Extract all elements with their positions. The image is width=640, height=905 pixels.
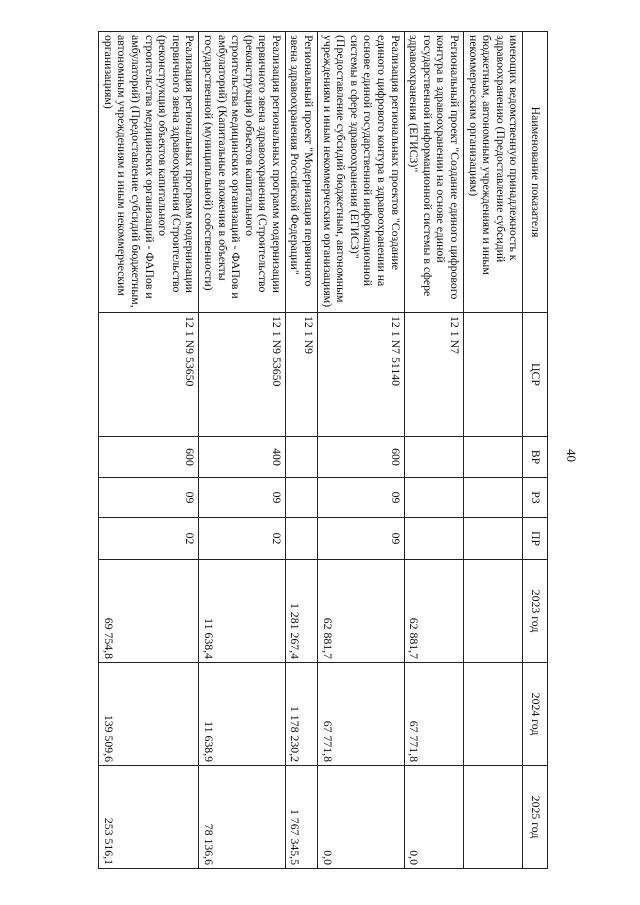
row-name: Региональный проект "Модернизация первичного звена здравоохранения Российской Федерации"	[285, 32, 317, 313]
row-rz: 09	[318, 478, 405, 518]
table-row	[404, 32, 463, 869]
row-csr: 12 1 N7 51140	[318, 313, 405, 437]
row-2023: 62 881,7	[404, 560, 463, 663]
row-2025: 78 136,6	[199, 766, 286, 869]
row-pr	[404, 518, 463, 560]
row-name: имеющих ведомственную принадлежность к здравоохранению (Предоставление субсидий бюджетным, автономным учреждениям и иным некоммерческим организациям)	[464, 32, 523, 313]
row-pr: 09	[318, 518, 405, 560]
row-name: Региональный проект "Создание единого цифрового контура в здравоохранении на основе единой государственной информационной системы в сфере здравоохранения (ЕГИСЗ)"	[404, 32, 463, 313]
row-vr: 600	[318, 437, 405, 478]
budget-table	[98, 31, 548, 869]
table-header-row	[523, 32, 548, 869]
row-pr	[285, 518, 317, 560]
header-2024: 2024 год	[523, 663, 548, 766]
row-pr: 02	[99, 518, 199, 560]
row-2024	[464, 663, 523, 766]
row-rz	[464, 478, 523, 518]
row-csr: 12 1 N9 53650	[99, 313, 199, 437]
row-2025	[464, 766, 523, 869]
row-rz: 09	[99, 478, 199, 518]
table-row	[199, 32, 286, 869]
row-2023: 62 881,7	[318, 560, 405, 663]
header-vr: ВР	[523, 437, 548, 478]
table-row	[99, 32, 199, 869]
row-rz	[285, 478, 317, 518]
budget-table-rotated	[15, 0, 548, 895]
table-row	[318, 32, 405, 869]
row-2025: 1 767 345,5	[285, 766, 317, 869]
row-2025: 0,0	[318, 766, 405, 869]
row-name: Реализация региональных проектов "Создание единого цифрового контура в здравоохранении на основе единой государственной информационной системы в сфере здравоохранения (ЕГИСЗ)" (Предоставление субсидий бюджетным, автономным учреждениям и иным некоммерческим организациям)	[318, 32, 405, 313]
row-pr: 02	[199, 518, 286, 560]
row-2024: 1 178 230,2	[285, 663, 317, 766]
row-2024: 139 509,6	[99, 663, 199, 766]
row-name: Реализация региональных программ модернизации первичного звена здравоохранения (Строительство (реконструкция) объектов капитального строительства медицинских организаций - ФАПов и амбулаторий) (Капитальные вложения в объекты государственной (муниципальной) собственности)	[199, 32, 286, 313]
header-2025: 2025 год	[523, 766, 548, 869]
table-row	[285, 32, 317, 869]
row-name: Реализация региональных программ модернизации первичного звена здравоохранения (Строительство (реконструкция) объектов капитального строительства медицинских организаций - ФАПов и амбулаторий) (Предоставление субсидий бюджетным, автономным учреждениям и иным некоммерческим организациям)	[99, 32, 199, 313]
row-2023: 1 281 267,4	[285, 560, 317, 663]
page-number: 40	[564, 449, 579, 462]
row-2023: 11 638,4	[199, 560, 286, 663]
row-vr	[464, 437, 523, 478]
row-2023	[464, 560, 523, 663]
row-2024: 67 771,8	[404, 663, 463, 766]
row-vr	[404, 437, 463, 478]
header-name: Наименование показателя	[523, 32, 548, 313]
header-pr: ПР	[523, 518, 548, 560]
header-csr: ЦСР	[523, 313, 548, 437]
row-rz: 09	[199, 478, 286, 518]
row-2024: 67 771,8	[318, 663, 405, 766]
header-rz: РЗ	[523, 478, 548, 518]
row-vr: 400	[199, 437, 286, 478]
row-vr	[285, 437, 317, 478]
row-vr: 600	[99, 437, 199, 478]
row-2025: 253 516,1	[99, 766, 199, 869]
row-2023: 69 754,8	[99, 560, 199, 663]
row-csr: 12 1 N7	[404, 313, 463, 437]
row-pr	[464, 518, 523, 560]
row-csr: 12 1 N9	[285, 313, 317, 437]
row-csr	[464, 313, 523, 437]
row-2025: 0,0	[404, 766, 463, 869]
row-2024: 11 638,9	[199, 663, 286, 766]
row-csr: 12 1 N9 53650	[199, 313, 286, 437]
header-2023: 2023 год	[523, 560, 548, 663]
row-rz	[404, 478, 463, 518]
table-row	[464, 32, 523, 869]
